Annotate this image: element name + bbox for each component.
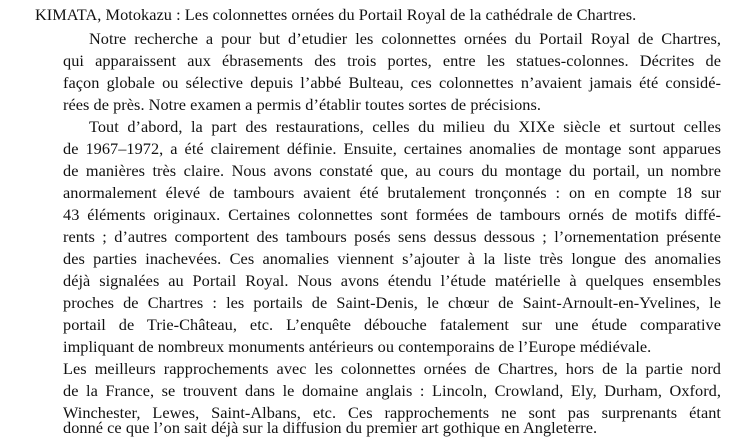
paragraph-1-line-3: façon globale ou sélective depuis l’abbé Bulteau, ces colonnettes n’avaient jamais été considé- <box>63 73 721 92</box>
entry-heading <box>35 5 636 25</box>
paragraph-2-line-15: donné ce que l’on sait déjà sur la diffusion du premier art gothique en Angleterre. <box>63 418 598 437</box>
paragraph-2-line-5: 43 éléments originaux. Certaines colonnettes sont formées de tambours ornés de motifs diffé- <box>63 205 721 224</box>
heading-separator: : <box>171 5 185 24</box>
paragraph-2-line-10: portail de Trie-Château, etc. L’enquête débouche fatalement sur une étude comparative <box>63 315 721 334</box>
paragraph-2-line-13: de la France, se trouvent dans le domaine anglais : Lincoln, Crowland, Ely, Durham, Oxford, <box>63 381 721 400</box>
paragraph-2-line-7: des parties inachevées. Ces anomalies viennent s’ajouter à la liste très longue des anomalies <box>63 249 721 268</box>
paragraph-2-line-12: Les meilleurs rapprochements avec les colonnettes ornées de Chartres, hors de la partie nord <box>63 359 721 378</box>
paragraph-2-line-3: de manières très claire. Nous avons constaté que, au cours du montage du portail, un nombre <box>63 161 721 180</box>
paragraph-2-line-11: impliquant de nombreux monuments antérieurs ou contemporains de l’Europe médiévale. <box>63 337 652 356</box>
paragraph-1-line-2: qui apparaissent aux ébrasements des trois portes, entre les statues-colonnes. Décrites de <box>63 51 721 70</box>
paragraph-2-line-2: de 1967–1972, a été clairement définie. Ensuite, certaines anomalies de montage sont apparues <box>63 139 721 158</box>
paragraph-2-line-1: Tout d’abord, la part des restaurations, celles du milieu du XIXe siècle et surtout celles <box>89 117 721 136</box>
paragraph-2-line-8: déjà signalées au Portail Royal. Nous avons étendu l’étude matérielle à quelques ensembles <box>63 271 721 290</box>
paragraph-2-line-6: rents ; d’autres comportent des tambours posés sens dessus dessous ; l’ornementation présente <box>63 227 721 246</box>
paragraph-1-line-1: Notre recherche a pour but d’etudier les colonnettes ornées du Portail Royal de Chartres, <box>89 29 721 48</box>
paragraph-2-line-4: anormalement élevé de tambours avaient été brutalement tronçonnés : on en compte 18 sur <box>63 183 721 202</box>
paragraph-2-line-14: Winchester, Lewes, Saint-Albans, etc. Ces rapprochements ne sont pas surprenants étant <box>63 403 721 422</box>
paragraph-1-line-4: rées de près. Notre examen a permis d’établir toutes sortes de précisions. <box>63 95 541 114</box>
author-name: KIMATA, Motokazu <box>35 5 172 24</box>
entry-title: Les colonnettes ornées du Portail Royal de la cathédrale de Chartres. <box>184 5 637 24</box>
paragraph-2-line-9: proches de Chartres : les portails de Saint-Denis, le chœur de Saint-Arnoult-en-Yvelines, le <box>63 293 721 312</box>
